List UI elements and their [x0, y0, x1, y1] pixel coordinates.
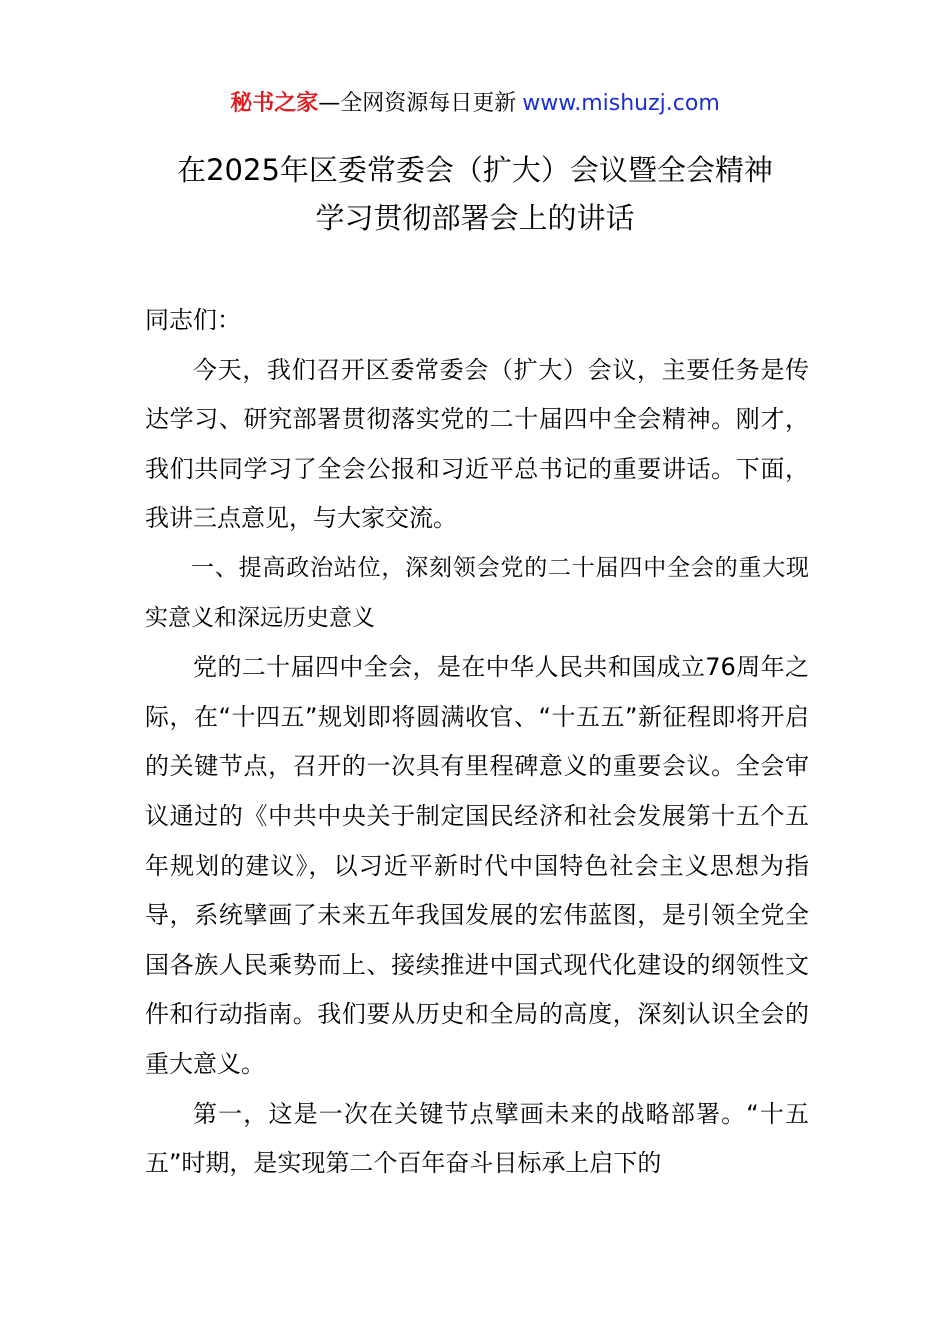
- title-line-2: 学习贯彻部署会上的讲话: [315, 201, 635, 235]
- site-brand: 秘书之家: [230, 91, 319, 116]
- paragraph-intro: 今天，我们召开区委常委会（扩大）会议，主要任务是传达学习、研究部署贯彻落实党的二十届四中全会精神。刚才，我们共同学习了全会公报和习近平总书记的重要讲话。下面，我讲三点意见，与大家交流。: [145, 355, 809, 533]
- section-heading-1: 一、提高政治站位，深刻领会党的二十届四中全会的重大现实意义和深远历史意义: [145, 554, 809, 631]
- paragraph-significance: 党的二十届四中全会，是在中华人民共和国成立76周年之际，在“十四五”规划即将圆满收官、“十五五”新征程即将开启的关键节点，召开的一次具有里程碑意义的重要会议。全会审议通过的《中共中央关于制定国民经济和社会发展第十五个五年规划的建议》，以习近平新时代中国特色社会主义思想为指导，系统擘画了未来五年我国发展的宏伟蓝图，是引领全党全国各族人民乘势而上、接续推进中国式现代化建设的纲领性文件和行动指南。我们要从历史和全局的高度，深刻认识全会的重大意义。: [145, 653, 809, 1078]
- site-header: [0, 88, 950, 120]
- paragraph-point-1: 第一，这是一次在关键节点擘画未来的战略部署。“十五五”时期，是实现第二个百年奋斗目标承上启下的: [145, 1099, 809, 1178]
- site-tagline: —全网资源每日更新: [318, 91, 517, 116]
- site-url-link[interactable]: www.mishuzj.com: [522, 91, 720, 116]
- title-line-1: 在2025年区委常委会（扩大）会议暨全会精神: [177, 153, 773, 187]
- salutation: 同志们：: [145, 306, 241, 334]
- document-title: [100, 146, 850, 242]
- document-body: [145, 296, 809, 1189]
